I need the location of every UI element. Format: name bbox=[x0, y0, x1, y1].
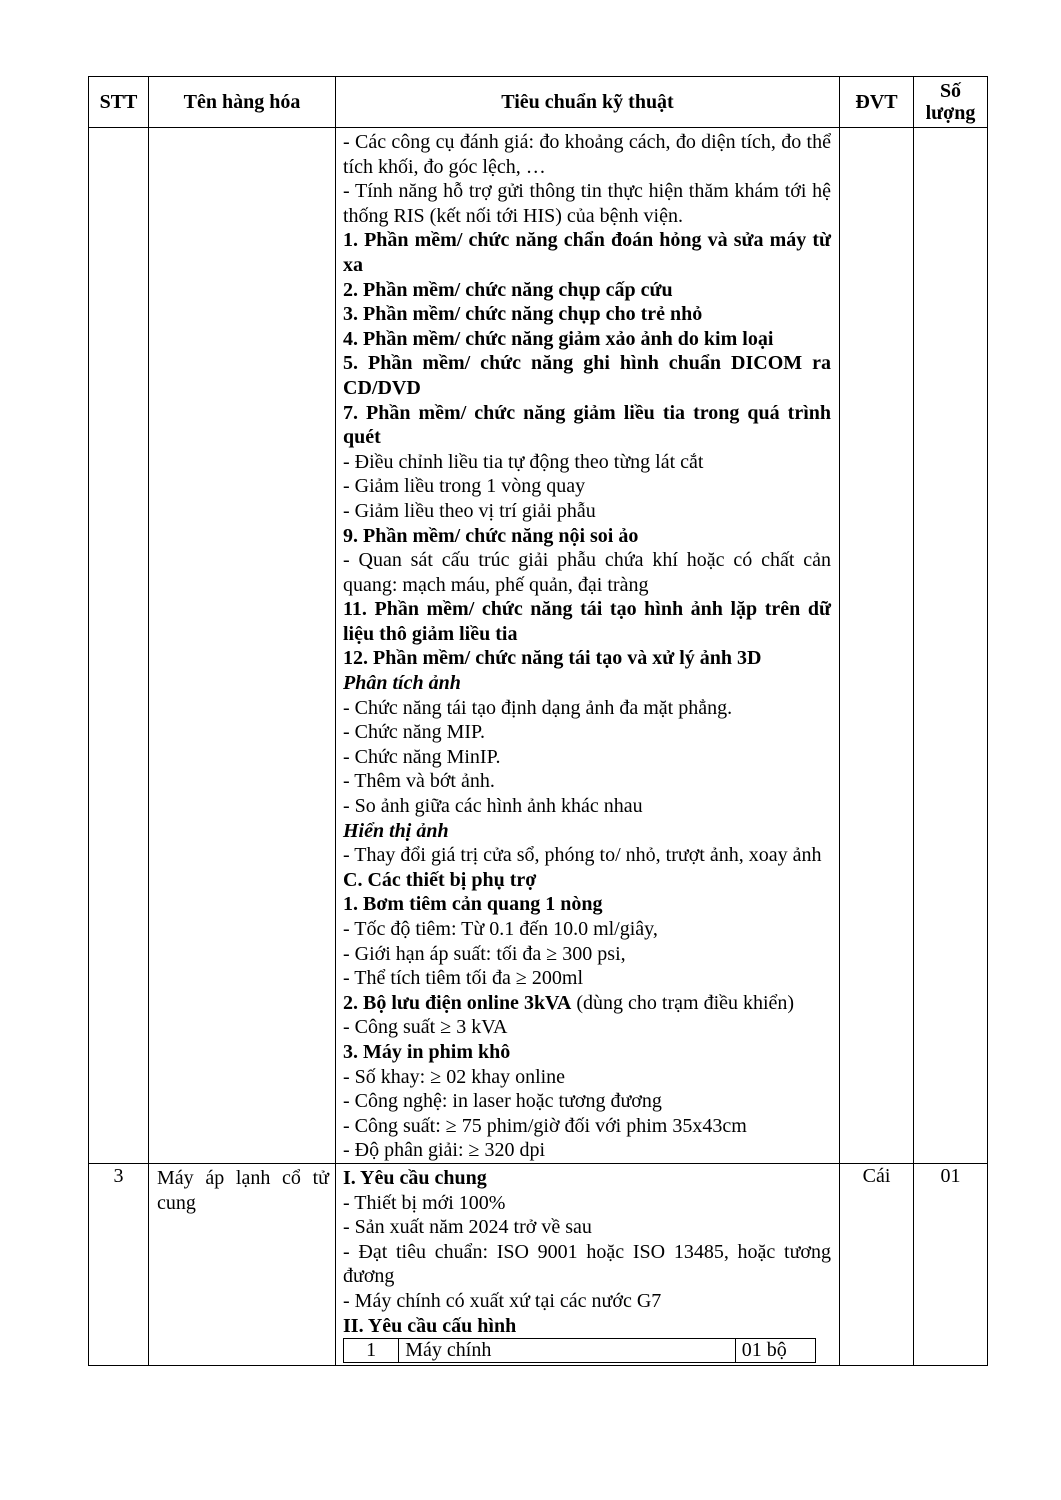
spec-bullet-line: - Chức năng MIP. bbox=[343, 721, 485, 744]
config-row bbox=[344, 1339, 816, 1363]
spec-bullet-line: - Giảm liều trong 1 vòng quay bbox=[343, 475, 586, 498]
config-no: 1 bbox=[344, 1339, 399, 1363]
spec-bullet-line: - Các công cụ đánh giá: đo khoảng cách, đo diện tích, đo thể tích khối, đo góc lệch, … bbox=[343, 131, 831, 178]
spec-bullet-line: - Giới hạn áp suất: tối đa ≥ 300 psi, bbox=[343, 942, 626, 965]
spec-heading-line: I. Yêu cầu chung bbox=[343, 1166, 487, 1189]
spec-bullet-line: - Tốc độ tiêm: Từ 0.1 đến 10.0 ml/giây, bbox=[343, 918, 658, 940]
row2-name-cell bbox=[149, 1163, 336, 1365]
header-name: Tên hàng hóa bbox=[149, 77, 336, 128]
header-stt: STT bbox=[89, 77, 149, 128]
ups-note: (dùng cho trạm điều khiển) bbox=[571, 991, 795, 1014]
spec-bullet-line: - Tính năng hỗ trợ gửi thông tin thực hiện thăm khám tới hệ thống RIS (kết nối tới HIS) của bệnh viện. bbox=[343, 180, 831, 227]
spec-heading-line: C. Các thiết bị phụ trợ bbox=[343, 868, 537, 891]
header-row bbox=[89, 77, 988, 128]
header-spec: Tiêu chuẩn kỹ thuật bbox=[336, 77, 840, 128]
row2-lines bbox=[343, 1166, 831, 1338]
row1-name bbox=[149, 128, 336, 1164]
row1-qty bbox=[914, 128, 988, 1164]
spec-bullet-line: - Điều chỉnh liều tia tự động theo từng lát cắt bbox=[343, 450, 704, 473]
spec-heading-line: 4. Phần mềm/ chức năng giảm xảo ảnh do kim loại bbox=[343, 327, 774, 350]
spec-bullet-line: - Thêm và bớt ảnh. bbox=[343, 770, 495, 793]
row2-spec bbox=[336, 1163, 840, 1365]
spec-heading-line: 3. Máy in phim khô bbox=[343, 1040, 511, 1063]
spec-bullet-line: - Công nghệ: in laser hoặc tương đương bbox=[343, 1090, 662, 1113]
row2-name: Máy áp lạnh cổ tử cung bbox=[157, 1166, 329, 1214]
spec-bullet-line: - Quan sát cấu trúc giải phẫu chứa khí hoặc có chất cản quang: mạch máu, phế quản, đại tràng bbox=[343, 549, 831, 596]
spec-heading-line: 1. Bơm tiêm cản quang 1 nòng bbox=[343, 893, 603, 916]
spec-bullet-line: - Giảm liều theo vị trí giải phẫu bbox=[343, 499, 596, 522]
config-subtable bbox=[343, 1338, 816, 1363]
spec-bullet-line: - Chức năng tái tạo định dạng ảnh đa mặt phẳng. bbox=[343, 696, 733, 719]
spec-heading-line: II. Yêu cầu cấu hình bbox=[343, 1314, 517, 1337]
row2-stt: 3 bbox=[89, 1163, 149, 1365]
spec-heading-line: 12. Phần mềm/ chức năng tái tạo và xử lý ảnh 3D bbox=[343, 647, 762, 670]
spec-heading-line: 2. Phần mềm/ chức năng chụp cấp cứu bbox=[343, 278, 673, 301]
spec-heading-line: Phân tích ảnh bbox=[343, 672, 461, 695]
table-row bbox=[89, 1163, 988, 1365]
ups-title: 2. Bộ lưu điện online 3kVA bbox=[343, 991, 572, 1014]
ups-line bbox=[343, 991, 831, 1016]
spec-bullet-line: - Công suất ≥ 3 kVA bbox=[343, 1016, 508, 1039]
row1-unit bbox=[840, 128, 914, 1164]
row2-qty: 01 bbox=[914, 1163, 988, 1365]
header-unit: ĐVT bbox=[840, 77, 914, 128]
spec-bullet-line: - Số khay: ≥ 02 khay online bbox=[343, 1065, 566, 1088]
spec-bullet-line: - Công suất: ≥ 75 phim/giờ đối với phim 35x43cm bbox=[343, 1114, 747, 1137]
spec-bullet-line: - Thể tích tiêm tối đa ≥ 200ml bbox=[343, 967, 584, 990]
spec-bullet-line: - Máy chính có xuất xứ tại các nước G7 bbox=[343, 1289, 662, 1312]
header-qty: Số lượng bbox=[914, 77, 988, 128]
spec-heading-line: 1. Phần mềm/ chức năng chẩn đoán hỏng và sửa máy từ xa bbox=[343, 229, 831, 276]
spec-bullet-line: - Độ phân giải: ≥ 320 dpi bbox=[343, 1139, 546, 1162]
table-row bbox=[89, 128, 988, 1164]
spec-bullet-line: - Chức năng MinIP. bbox=[343, 745, 501, 768]
config-qty: 01 bộ bbox=[735, 1339, 815, 1363]
spec-bullet-line: - Thiết bị mới 100% bbox=[343, 1191, 506, 1214]
spec-heading-line: Hiển thị ảnh bbox=[343, 819, 449, 842]
spec-heading-line: 9. Phần mềm/ chức năng nội soi ảo bbox=[343, 524, 639, 547]
config-item: Máy chính bbox=[399, 1339, 736, 1363]
row2-unit: Cái bbox=[840, 1163, 914, 1365]
spec-bullet-line: - Thay đổi giá trị cửa sổ, phóng to/ nhỏ, trượt ảnh, xoay ảnh bbox=[343, 844, 822, 867]
spec-heading-line: 5. Phần mềm/ chức năng ghi hình chuẩn DICOM ra CD/DVD bbox=[343, 352, 831, 399]
spec-table bbox=[88, 76, 988, 1366]
row1-lines bbox=[343, 130, 831, 991]
row1-spec bbox=[336, 128, 840, 1164]
spec-bullet-line: - So ảnh giữa các hình ảnh khác nhau bbox=[343, 795, 643, 818]
spec-heading-line: 11. Phần mềm/ chức năng tái tạo hình ảnh lặp trên dữ liệu thô giảm liều tia bbox=[343, 598, 831, 645]
spec-heading-line: 3. Phần mềm/ chức năng chụp cho trẻ nhỏ bbox=[343, 303, 703, 326]
spec-heading-line: 7. Phần mềm/ chức năng giảm liều tia trong quá trình quét bbox=[343, 401, 831, 449]
spec-bullet-line: - Đạt tiêu chuẩn: ISO 9001 hoặc ISO 13485, hoặc tương đương bbox=[343, 1240, 831, 1288]
row1-lines-2 bbox=[343, 1015, 831, 1163]
row1-stt bbox=[89, 128, 149, 1164]
spec-bullet-line: - Sản xuất năm 2024 trở về sau bbox=[343, 1216, 592, 1239]
